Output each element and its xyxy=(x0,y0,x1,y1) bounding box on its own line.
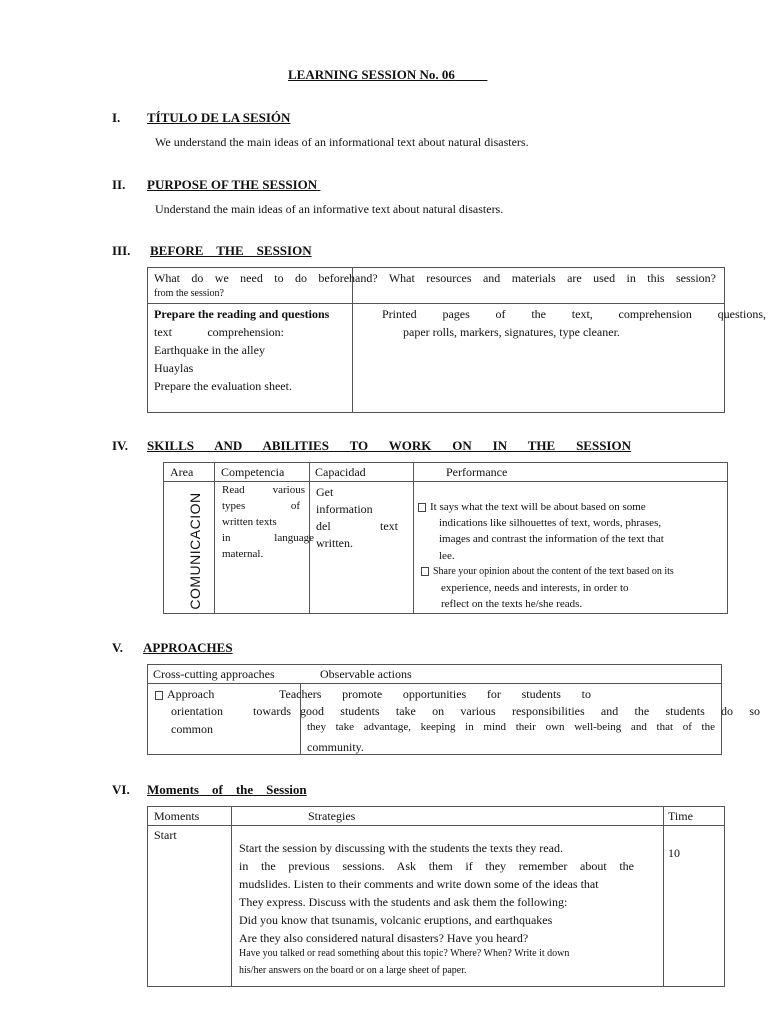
strategy-text: Are they also considered natural disasters? Have you heard? xyxy=(239,931,529,945)
section-text: Understand the main ideas of an informative text about natural disasters. xyxy=(155,202,504,216)
table-cell-text: Huaylas xyxy=(154,361,194,375)
table-cell-text: Read various xyxy=(222,484,305,496)
column-header: Time xyxy=(668,809,693,823)
table-cell-text: Get xyxy=(316,485,334,499)
table-divider xyxy=(147,825,725,826)
section-number: II. xyxy=(112,177,126,192)
table-cell-text: maternal. xyxy=(222,548,264,560)
table-divider xyxy=(214,462,215,614)
table-question-cont: from the session? xyxy=(154,288,224,299)
bullet-box-icon xyxy=(155,691,163,700)
strategy-text: in the previous sessions. Ask them if they remember about the xyxy=(239,859,634,873)
section-number: VI. xyxy=(112,782,130,797)
table-cell-text: community. xyxy=(307,740,364,754)
strategy-text: They express. Discuss with the students and ask them the following: xyxy=(239,895,568,909)
table-cell-text: lee. xyxy=(439,550,455,562)
strategy-text: Did you know that tsunamis, volcanic eruptions, and earthquakes xyxy=(239,913,553,927)
table-divider xyxy=(663,806,664,987)
section-text: We understand the main ideas of an informational text about natural disasters. xyxy=(155,135,529,149)
column-header: Strategies xyxy=(308,809,356,823)
section-number: I. xyxy=(112,110,121,125)
strategy-text: mudslides. Listen to their comments and write down some of the ideas that xyxy=(239,877,599,891)
table-cell-text: in language xyxy=(222,532,314,544)
table-cell-text: Teachers promote opportunities for students to xyxy=(279,687,591,701)
table-cell-text: common xyxy=(171,722,213,736)
table-cell-text: Earthquake in the alley xyxy=(154,343,265,357)
table-cell-text: written texts xyxy=(222,516,277,528)
section-heading: TÍTULO DE LA SESIÓN xyxy=(147,110,291,125)
table-cell-text: del text xyxy=(316,519,398,533)
section-number: IV. xyxy=(112,438,129,453)
table-cell-text: written. xyxy=(316,536,353,550)
section-number: III. xyxy=(112,243,131,258)
table-cell-text: types of xyxy=(222,500,300,512)
moment-label: Start xyxy=(154,828,177,842)
bullet-box-icon xyxy=(418,503,426,512)
section-number: V. xyxy=(112,640,123,655)
table-divider xyxy=(231,806,232,987)
table-cell-text: indications like silhouettes of text, words, phrases, xyxy=(439,517,662,529)
column-header: Performance xyxy=(446,465,508,479)
table-cell-text: they take advantage, keeping in mind their own well-being and that of the xyxy=(307,721,715,733)
table-divider xyxy=(413,462,414,614)
section-heading: BEFORE THE SESSION xyxy=(150,243,312,258)
column-header: Observable actions xyxy=(320,667,412,681)
strategy-text: Start the session by discussing with the students the texts they read. xyxy=(239,841,563,855)
table-cell-text: text comprehension: xyxy=(154,325,284,339)
table-cell-text: Prepare the reading and questions xyxy=(154,307,330,321)
document-title: LEARNING SESSION No. 06 xyxy=(288,67,455,82)
table-cell-text: Printed pages of the text, comprehension questions, xyxy=(382,307,766,321)
table-divider xyxy=(147,683,722,684)
table-divider xyxy=(147,303,725,304)
section-heading: Moments of the Session xyxy=(147,782,307,797)
table-cell-text: orientation towards xyxy=(171,704,291,718)
approach-item: Approach xyxy=(155,686,214,702)
table-cell-text: good students take on various responsibilities and the students do so xyxy=(300,704,760,718)
column-header: Competencia xyxy=(221,465,285,479)
table-cell-text: paper rolls, markers, signatures, type cleaner. xyxy=(403,325,620,339)
strategy-text: Have you talked or read something about this topic? Where? When? Write it down xyxy=(239,948,570,959)
bullet-box-icon xyxy=(421,567,429,576)
table-cell-text: experience, needs and interests, in order to xyxy=(441,582,629,594)
table-cell-text: images and contrast the information of the text that xyxy=(439,533,664,545)
table-cell-text: reflect on the texts he/she reads. xyxy=(441,598,583,610)
column-header: Capacidad xyxy=(315,465,366,479)
section-heading: PURPOSE OF THE SESSION xyxy=(147,177,318,192)
column-header: Moments xyxy=(154,809,200,823)
column-header: Area xyxy=(170,465,194,479)
performance-item: Share your opinion about the content of the text based on its xyxy=(421,565,674,579)
column-header: Cross-cutting approaches xyxy=(153,667,275,681)
table-cell-text: information xyxy=(316,502,373,516)
table-cell-text: Prepare the evaluation sheet. xyxy=(154,379,292,393)
area-vertical-label: COMUNICACION xyxy=(187,492,203,610)
table-question: What do we need to do beforehand? What resources and materials are used in this session? xyxy=(154,271,716,285)
table-divider xyxy=(163,481,728,482)
section-heading: APPROACHES xyxy=(143,640,233,655)
performance-item: It says what the text will be about based on some xyxy=(418,500,646,515)
strategy-text: his/her answers on the board or on a large sheet of paper. xyxy=(239,965,467,976)
time-value: 10 xyxy=(668,846,680,860)
section-heading: SKILLS AND ABILITIES TO WORK ON IN THE SESSION xyxy=(147,438,631,453)
table-divider xyxy=(352,267,353,413)
